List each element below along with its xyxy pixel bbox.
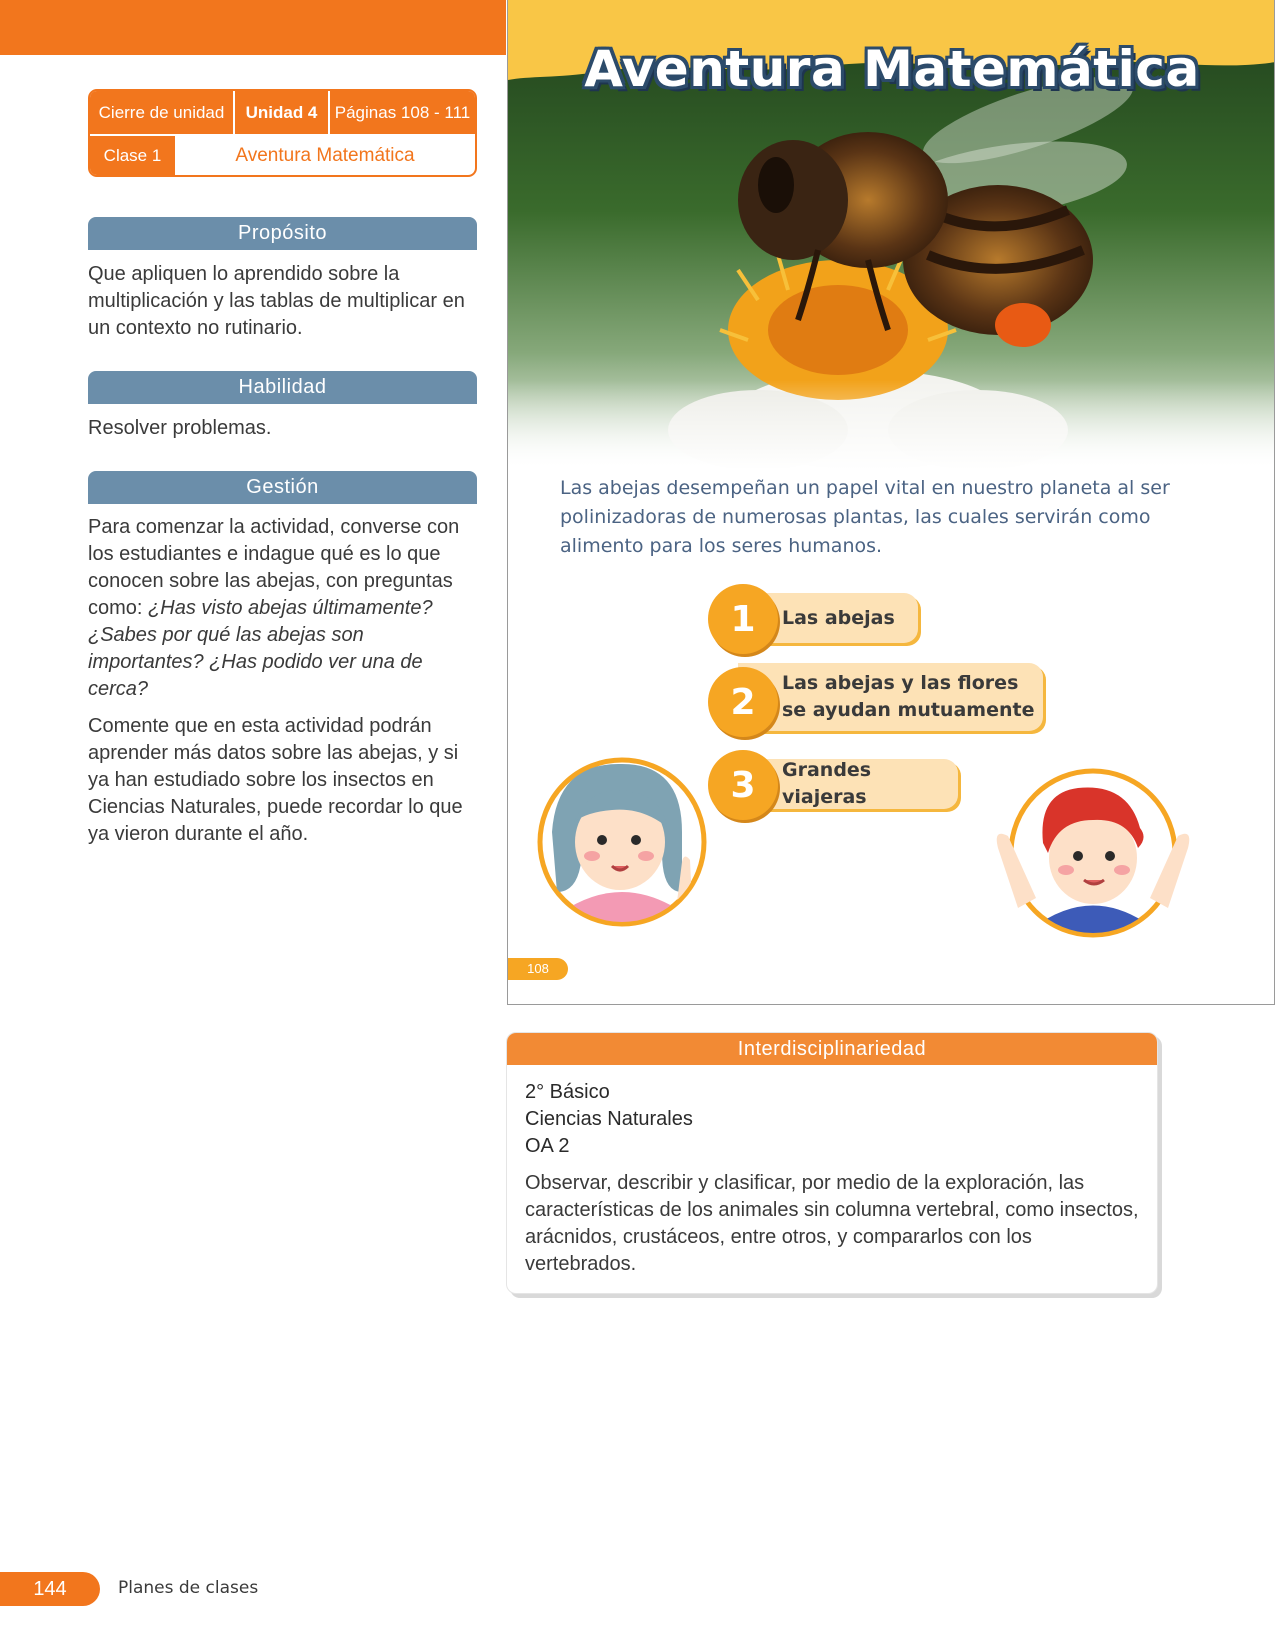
inter-grade: 2° Básico xyxy=(525,1081,610,1103)
gestion-paragraph-1 xyxy=(88,514,478,703)
inter-oa: OA 2 xyxy=(525,1135,570,1157)
inter-oa-text: Observar, describir y clasificar, por medio de la exploración, las características de los animales sin columna vertebral, como insectos, arácnidos, crustáceos, entre otros, y compararlos con los vertebrados. xyxy=(525,1172,1139,1275)
class-label: Clase 1 xyxy=(90,136,175,175)
gestion-heading: Gestión xyxy=(88,471,477,504)
topic-1-label: Las abejas xyxy=(738,593,918,643)
student-page-number: 108 xyxy=(508,958,568,980)
gestion-questions: ¿Has visto abejas últimamente? ¿Sabes por qué las abejas son importantes? ¿Has podido ver una de cerca? xyxy=(88,597,433,700)
student-page-title: Aventura Matemática xyxy=(584,40,1200,98)
student-page-preview xyxy=(507,0,1275,1005)
proposito-text xyxy=(88,261,478,352)
topic-3-number: 3 xyxy=(708,750,778,820)
top-orange-band xyxy=(0,0,506,55)
girl-illustration xyxy=(532,752,712,932)
interdisciplinariedad-box xyxy=(506,1032,1158,1294)
pages-label: Páginas 108 - 111 xyxy=(334,102,471,122)
interdisciplinariedad-heading: Interdisciplinariedad xyxy=(507,1033,1157,1065)
boy-illustration xyxy=(978,758,1208,948)
class-title: Aventura Matemática xyxy=(235,144,415,166)
gestion-intro: Para comenzar la actividad, converse con los estudiantes e indague qué es lo que conocen sobre las abejas, con preguntas como: xyxy=(88,516,460,619)
topic-3-label: Grandes viajeras xyxy=(738,759,958,809)
habilidad-text xyxy=(88,415,478,452)
gestion-text xyxy=(88,514,478,858)
proposito-heading: Propósito xyxy=(88,217,477,250)
habilidad-heading: Habilidad xyxy=(88,371,477,404)
topic-2-number: 2 xyxy=(708,667,778,737)
proposito-paragraph: Que apliquen lo aprendido sobre la multiplicación y las tablas de multiplicar en un contexto no rutinario. xyxy=(88,263,465,339)
topic-1-number: 1 xyxy=(708,584,778,654)
inter-subject: Ciencias Naturales xyxy=(525,1108,693,1130)
unit-label: Unidad 4 xyxy=(235,91,330,134)
habilidad-paragraph: Resolver problemas. xyxy=(88,417,272,439)
section-label: Cierre de unidad xyxy=(90,91,235,134)
footer-page-number: 144 xyxy=(0,1572,100,1606)
footer-label: Planes de clases xyxy=(118,1578,259,1598)
student-page-intro: Las abejas desempeñan un papel vital en nuestro planeta al ser polinizadoras de numerosas plantas, las cuales servirán como alimento para los seres humanos. xyxy=(560,477,1170,557)
unit-info-table xyxy=(88,89,477,177)
topic-2-label: Las abejas y las flores se ayudan mutuamente xyxy=(738,663,1043,731)
gestion-paragraph-2: Comente que en esta actividad podrán aprender más datos sobre las abejas, y si ya han estudiado sobre los insectos en Ciencias Naturales, puede recordar lo que ya vieron durante el año. xyxy=(88,715,463,845)
